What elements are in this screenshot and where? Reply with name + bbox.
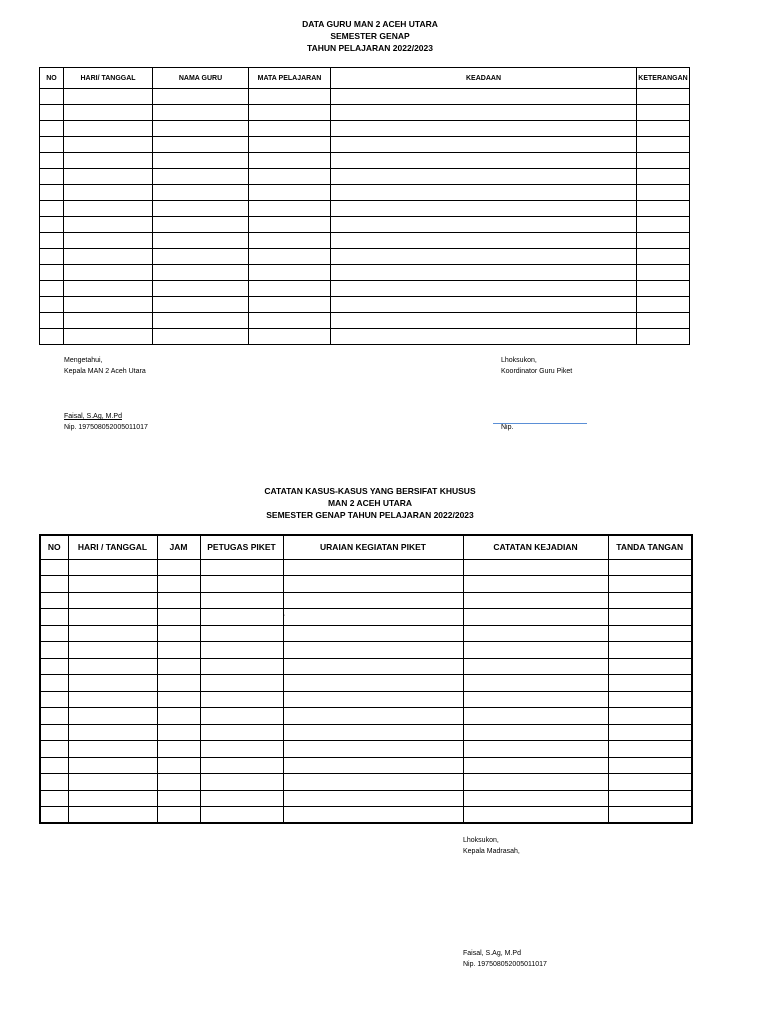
table-cell[interactable]: [64, 217, 153, 233]
table-cell[interactable]: [608, 625, 692, 642]
table-row: [40, 297, 690, 313]
table-cell[interactable]: [157, 790, 200, 807]
table-cell[interactable]: [200, 724, 283, 741]
table-cell[interactable]: [40, 201, 64, 217]
table-cell[interactable]: [249, 105, 331, 121]
section2-title-line: SEMESTER GENAP TAHUN PELAJARAN 2022/2023: [266, 510, 474, 520]
table-row: [40, 757, 692, 774]
table-cell[interactable]: [153, 281, 249, 297]
table-cell[interactable]: [200, 774, 283, 791]
column-header: NAMA GURU: [153, 68, 249, 89]
table-cell[interactable]: [608, 559, 692, 576]
table-row: [40, 329, 690, 345]
table-cell[interactable]: [153, 185, 249, 201]
table-cell[interactable]: [68, 576, 157, 593]
table-cell[interactable]: [200, 807, 283, 824]
table-cell[interactable]: [331, 153, 637, 169]
table-cell[interactable]: [331, 185, 637, 201]
table-cell[interactable]: [608, 609, 692, 626]
table-cell[interactable]: [40, 105, 64, 121]
table-cell[interactable]: [40, 313, 64, 329]
table-cell[interactable]: [608, 642, 692, 659]
table-cell[interactable]: [283, 559, 463, 576]
table-cell[interactable]: [283, 741, 463, 758]
table-cell[interactable]: [153, 297, 249, 313]
table-cell[interactable]: [40, 169, 64, 185]
table-cell[interactable]: [40, 137, 64, 153]
signature-name: Faisal, S.Ag, M.Pd: [64, 413, 122, 420]
table-cell[interactable]: [157, 691, 200, 708]
table-cell[interactable]: [283, 642, 463, 659]
table-cell[interactable]: [331, 281, 637, 297]
table-cell[interactable]: [157, 658, 200, 675]
signature-nip: Nip. 197508052005011017: [64, 424, 148, 431]
table-cell[interactable]: [249, 185, 331, 201]
table-cell[interactable]: [68, 691, 157, 708]
table-cell[interactable]: [157, 609, 200, 626]
section1-title: [0, 18, 740, 54]
table-cell[interactable]: [68, 559, 157, 576]
column-header: HARI / TANGGAL: [68, 535, 157, 559]
table-cell[interactable]: [249, 233, 331, 249]
table-cell[interactable]: [637, 185, 690, 201]
table-cell[interactable]: [40, 757, 68, 774]
table-row: [40, 281, 690, 297]
table-cell[interactable]: [608, 807, 692, 824]
table-row: [40, 708, 692, 725]
section1-title-line: TAHUN PELAJARAN 2022/2023: [307, 43, 433, 53]
table-cell[interactable]: [68, 625, 157, 642]
table-cell[interactable]: [331, 137, 637, 153]
table-cell[interactable]: [637, 89, 690, 105]
table-cell[interactable]: [331, 297, 637, 313]
table-cell[interactable]: [157, 576, 200, 593]
table-cell[interactable]: [283, 724, 463, 741]
table-cell[interactable]: [68, 774, 157, 791]
table-cell[interactable]: [608, 576, 692, 593]
table-cell[interactable]: [637, 121, 690, 137]
table-row: [40, 169, 690, 185]
table-cell[interactable]: [64, 121, 153, 137]
table-cell[interactable]: [64, 249, 153, 265]
table-cell[interactable]: [463, 559, 608, 576]
table-row: [40, 675, 692, 692]
table-cell[interactable]: [331, 169, 637, 185]
table-cell[interactable]: [64, 233, 153, 249]
table-cell[interactable]: [40, 807, 68, 824]
table-cell[interactable]: [637, 249, 690, 265]
stray-mark: ·: [283, 612, 286, 619]
table-cell[interactable]: [463, 592, 608, 609]
table-cell[interactable]: [200, 559, 283, 576]
table-cell[interactable]: [153, 105, 249, 121]
table-cell[interactable]: [249, 217, 331, 233]
table-cell[interactable]: [68, 592, 157, 609]
table-cell[interactable]: [157, 642, 200, 659]
table-cell[interactable]: [40, 265, 64, 281]
table-cell[interactable]: [200, 741, 283, 758]
table-cell[interactable]: [331, 313, 637, 329]
table-cell[interactable]: [40, 609, 68, 626]
table-cell[interactable]: [64, 137, 153, 153]
table-cell[interactable]: [40, 89, 64, 105]
special-cases-table: [39, 534, 693, 824]
table-cell[interactable]: [200, 609, 286, 626]
table-cell[interactable]: [200, 757, 283, 774]
signature-nip: Nip. 197508052005011017: [463, 961, 547, 968]
table-cell[interactable]: [283, 576, 463, 593]
signature-underline: [493, 423, 587, 424]
table-cell[interactable]: [40, 658, 68, 675]
signature-name: Faisal, S.Ag, M.Pd: [463, 950, 521, 957]
table-cell[interactable]: [200, 592, 283, 609]
table-cell[interactable]: [153, 217, 249, 233]
table-cell[interactable]: [331, 201, 637, 217]
table-row: [40, 105, 690, 121]
column-header: KEADAAN: [331, 68, 637, 89]
table-cell[interactable]: [463, 675, 608, 692]
table-cell[interactable]: [153, 249, 249, 265]
table-cell[interactable]: [331, 105, 637, 121]
column-header: JAM: [157, 535, 200, 559]
table-cell[interactable]: [249, 329, 331, 345]
table-cell[interactable]: [608, 790, 692, 807]
table-row: [40, 89, 690, 105]
table-header-row: [40, 68, 690, 89]
table-cell[interactable]: [283, 592, 463, 609]
table-cell[interactable]: [40, 249, 64, 265]
column-header: HARI/ TANGGAL: [64, 68, 153, 89]
table-cell[interactable]: [463, 576, 608, 593]
signature-role: Kepala MAN 2 Aceh Utara: [64, 368, 146, 375]
table-row: [40, 790, 692, 807]
table-cell[interactable]: [283, 691, 463, 708]
table-cell[interactable]: [249, 89, 331, 105]
table-row: [40, 559, 692, 576]
table-cell[interactable]: [249, 137, 331, 153]
table-cell[interactable]: [200, 708, 283, 725]
table-cell[interactable]: [331, 89, 637, 105]
table-row: [40, 691, 692, 708]
table-row: [40, 265, 690, 281]
table-cell[interactable]: [157, 559, 200, 576]
table-cell[interactable]: [153, 233, 249, 249]
section2-title-line: MAN 2 ACEH UTARA: [327, 498, 413, 508]
table-row: [40, 642, 692, 659]
table-cell[interactable]: [40, 153, 64, 169]
table-cell[interactable]: [153, 201, 249, 217]
table-cell[interactable]: [331, 265, 637, 281]
table-body: [40, 559, 692, 823]
table-cell[interactable]: [68, 609, 157, 626]
table-cell[interactable]: [40, 724, 68, 741]
table-cell[interactable]: [463, 691, 608, 708]
column-header: NO: [40, 535, 68, 559]
table-header-row: [40, 535, 692, 559]
table-cell[interactable]: [64, 281, 153, 297]
table-cell[interactable]: [68, 642, 157, 659]
table-cell[interactable]: [283, 708, 463, 725]
table-row: [40, 807, 692, 824]
table-cell[interactable]: [249, 297, 331, 313]
table-cell[interactable]: [64, 313, 153, 329]
section1-title-line: DATA GURU MAN 2 ACEH UTARA: [302, 19, 438, 29]
madrasah-head-signature-block: [463, 835, 547, 970]
table-cell[interactable]: [68, 708, 157, 725]
table-cell[interactable]: [283, 774, 463, 791]
table-cell[interactable]: [637, 105, 690, 121]
column-header: CATATAN KEJADIAN: [463, 535, 608, 559]
table-cell[interactable]: [157, 757, 200, 774]
table-cell[interactable]: [64, 105, 153, 121]
table-row: [40, 137, 690, 153]
column-header: URAIAN KEGIATAN PIKET: [283, 535, 463, 559]
table-cell[interactable]: [283, 790, 463, 807]
table-cell[interactable]: [64, 297, 153, 313]
table-cell[interactable]: [637, 329, 690, 345]
table-cell[interactable]: [463, 642, 608, 659]
table-cell[interactable]: [283, 757, 463, 774]
table-cell[interactable]: [40, 691, 68, 708]
table-cell[interactable]: [153, 265, 249, 281]
table-cell[interactable]: [68, 724, 157, 741]
table-cell[interactable]: [463, 790, 608, 807]
table-cell[interactable]: [283, 658, 463, 675]
table-cell[interactable]: [463, 741, 608, 758]
section1-title-line: SEMESTER GENAP: [330, 31, 410, 41]
table-cell[interactable]: [637, 281, 690, 297]
table-cell[interactable]: [40, 329, 64, 345]
table-cell[interactable]: [68, 807, 157, 824]
table-cell[interactable]: [40, 576, 68, 593]
table-cell[interactable]: [283, 625, 463, 642]
section2-title: [0, 485, 740, 521]
table-cell[interactable]: [157, 708, 200, 725]
table-cell[interactable]: [153, 137, 249, 153]
table-cell[interactable]: [608, 741, 692, 758]
table-cell[interactable]: [40, 642, 68, 659]
table-cell[interactable]: [249, 281, 331, 297]
table-cell[interactable]: [331, 121, 637, 137]
table-cell[interactable]: [608, 691, 692, 708]
table-cell[interactable]: [153, 89, 249, 105]
table-cell[interactable]: [637, 217, 690, 233]
table-cell[interactable]: [249, 265, 331, 281]
column-header: TANDA TANGAN: [608, 535, 692, 559]
table-cell[interactable]: [64, 265, 153, 281]
table-cell[interactable]: [637, 153, 690, 169]
table-cell[interactable]: [40, 121, 64, 137]
table-cell[interactable]: [40, 774, 68, 791]
table-cell[interactable]: [153, 329, 249, 345]
table-cell[interactable]: [153, 313, 249, 329]
table-row: [40, 185, 690, 201]
table-cell[interactable]: [283, 807, 463, 824]
table-cell[interactable]: [463, 609, 608, 626]
table-cell[interactable]: [40, 592, 68, 609]
table-cell[interactable]: [64, 185, 153, 201]
table-cell[interactable]: [153, 153, 249, 169]
table-cell[interactable]: [40, 559, 68, 576]
signature-line: Mengetahui,: [64, 357, 103, 364]
table-cell[interactable]: [157, 724, 200, 741]
table-row: [40, 609, 692, 626]
table-cell[interactable]: [200, 576, 283, 593]
table-cell[interactable]: [40, 185, 64, 201]
table-cell[interactable]: [637, 297, 690, 313]
table-cell[interactable]: [200, 790, 283, 807]
signature-line: Lhoksukon,: [463, 837, 499, 844]
table-cell[interactable]: [463, 708, 608, 725]
table-cell[interactable]: [40, 741, 68, 758]
table-row: [40, 121, 690, 137]
table-row: [40, 724, 692, 741]
table-cell[interactable]: [463, 774, 608, 791]
table-cell[interactable]: [68, 658, 157, 675]
table-cell[interactable]: [637, 265, 690, 281]
table-cell[interactable]: [157, 741, 200, 758]
table-cell[interactable]: [637, 313, 690, 329]
coordinator-signature-block: [501, 355, 572, 433]
table-cell[interactable]: [608, 592, 692, 609]
table-cell[interactable]: [463, 625, 608, 642]
table-cell[interactable]: [68, 757, 157, 774]
table-row: [40, 233, 690, 249]
table-row: [40, 774, 692, 791]
table-cell[interactable]: [64, 329, 153, 345]
table-cell[interactable]: [64, 89, 153, 105]
table-cell[interactable]: [40, 297, 64, 313]
table-row: [40, 592, 692, 609]
table-cell[interactable]: [463, 658, 608, 675]
table-cell[interactable]: [283, 675, 463, 692]
teacher-data-table: [39, 67, 690, 345]
table-cell[interactable]: [200, 658, 283, 675]
table-row: [40, 625, 692, 642]
table-cell[interactable]: [64, 201, 153, 217]
table-cell[interactable]: [608, 708, 692, 725]
headmaster-signature-block: [64, 355, 148, 433]
table-cell[interactable]: [40, 217, 64, 233]
table-cell[interactable]: [608, 658, 692, 675]
table-cell[interactable]: [463, 757, 608, 774]
table-cell[interactable]: [40, 675, 68, 692]
table-cell[interactable]: [249, 169, 331, 185]
table-cell[interactable]: [200, 691, 283, 708]
signature-role: Koordinator Guru Piket: [501, 368, 573, 375]
column-header: MATA PELAJARAN: [249, 68, 331, 89]
table-row: [40, 201, 690, 217]
table-cell[interactable]: [64, 153, 153, 169]
table-cell[interactable]: [40, 790, 68, 807]
table-cell[interactable]: [40, 708, 68, 725]
table-cell[interactable]: [200, 642, 283, 659]
table-cell[interactable]: [40, 281, 64, 297]
table-cell[interactable]: [157, 774, 200, 791]
signature-role: Kepala Madrasah,: [463, 848, 520, 855]
signature-line: Lhoksukon,: [501, 357, 537, 364]
table-row: [40, 658, 692, 675]
signature-nip: Nip.: [501, 424, 514, 431]
table-cell[interactable]: [157, 807, 200, 824]
table-cell[interactable]: [331, 329, 637, 345]
table-cell[interactable]: [68, 675, 157, 692]
table-cell[interactable]: [637, 169, 690, 185]
table-row: [40, 249, 690, 265]
table-cell[interactable]: [463, 724, 608, 741]
column-header: KETERANGAN: [637, 68, 690, 89]
table-cell[interactable]: [249, 201, 331, 217]
table-row: [40, 153, 690, 169]
table-cell[interactable]: [608, 757, 692, 774]
table-cell[interactable]: [153, 121, 249, 137]
table-row: [40, 313, 690, 329]
table-row: [40, 576, 692, 593]
table-cell[interactable]: [200, 675, 283, 692]
table-cell[interactable]: [608, 774, 692, 791]
table-row: [40, 217, 690, 233]
section2-title-line: CATATAN KASUS-KASUS YANG BERSIFAT KHUSUS: [264, 486, 476, 496]
table-row: [40, 741, 692, 758]
table-cell[interactable]: [331, 249, 637, 265]
table-cell[interactable]: [157, 675, 200, 692]
table-cell[interactable]: [283, 609, 463, 626]
table-cell[interactable]: [249, 153, 331, 169]
table-cell[interactable]: [331, 217, 637, 233]
table-cell[interactable]: [157, 625, 200, 642]
table-cell[interactable]: [249, 121, 331, 137]
table-cell[interactable]: [249, 249, 331, 265]
table-cell[interactable]: [249, 313, 331, 329]
table-cell[interactable]: [608, 675, 692, 692]
column-header: PETUGAS PIKET: [200, 535, 283, 559]
table-cell[interactable]: [637, 201, 690, 217]
table-cell[interactable]: [463, 807, 608, 824]
table-cell[interactable]: [68, 741, 157, 758]
table-cell[interactable]: [157, 592, 200, 609]
table-cell[interactable]: [40, 233, 64, 249]
column-header: NO: [40, 68, 64, 89]
table-cell[interactable]: [637, 233, 690, 249]
table-cell[interactable]: [153, 169, 249, 185]
table-body: [40, 89, 690, 345]
table-cell[interactable]: [608, 724, 692, 741]
table-cell[interactable]: [200, 625, 283, 642]
table-cell[interactable]: [40, 625, 68, 642]
table-cell[interactable]: [331, 233, 637, 249]
table-cell[interactable]: [68, 790, 157, 807]
table-cell[interactable]: [64, 169, 153, 185]
table-cell[interactable]: [637, 137, 690, 153]
